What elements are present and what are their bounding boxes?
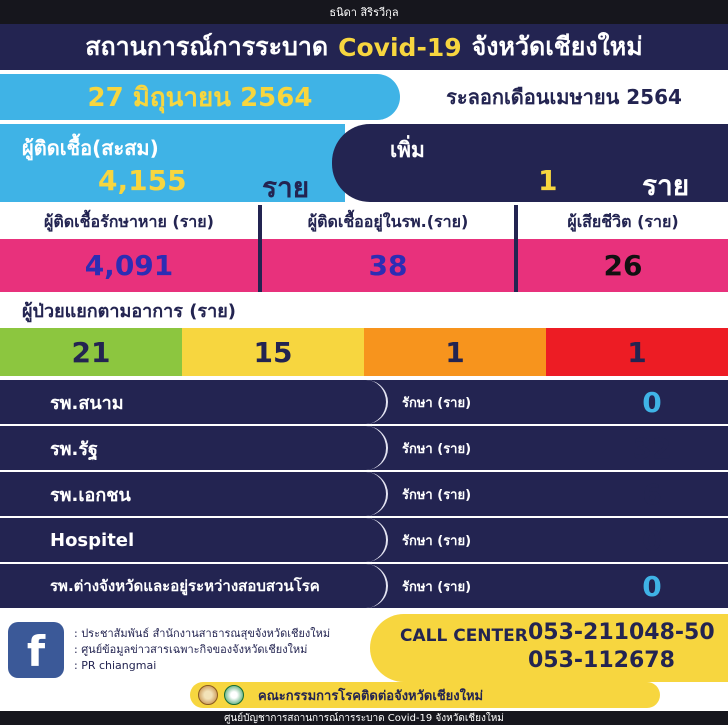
deaths-stat (518, 205, 728, 292)
cumulative-unit: ราย (262, 171, 310, 204)
hospital-category: รักษา (ราย) (402, 441, 472, 457)
hospital-name: รพ.ต่างจังหวัดและอยู่ระหว่างสอบสวนโรค (50, 577, 320, 595)
author-bar (0, 0, 728, 24)
hospital-value: 6 (642, 477, 662, 511)
hospital-name: Hospitel (50, 529, 135, 551)
hospitalized-value: 38 (262, 239, 514, 292)
title-prefix: สถานการณ์การระบาด (85, 32, 329, 61)
hospital-name: รพ.รัฐ (50, 438, 98, 460)
symptom-mild: 21 (0, 328, 182, 376)
cumulative-label: ผู้ติดเชื้อ(สะสม) (22, 136, 159, 160)
hospital-category: รักษา (ราย) (402, 487, 472, 503)
deaths-value: 26 (518, 239, 728, 292)
title-covid: Covid-19 (338, 32, 462, 62)
call-center-label: CALL CENTER (400, 626, 528, 646)
contact-info (74, 626, 330, 674)
contact-line: : ศูนย์ข้อมูลข่าวสารเฉพาะกิจของจังหวัดเชียงใหม่ (74, 643, 308, 656)
hospital-row-hospitel (0, 518, 728, 562)
hospital-name: รพ.เอกชน (50, 484, 131, 506)
phone-number-2[interactable]: 053-112678 (528, 648, 675, 673)
wave-label (400, 74, 728, 120)
new-cases-label: เพิ่ม (390, 138, 425, 162)
symptom-moderate: 15 (182, 328, 364, 376)
recovered-stat (0, 205, 258, 292)
hospital-row-field (0, 380, 728, 424)
report-date (0, 74, 400, 120)
health-ministry-logo-icon (224, 685, 244, 705)
hospital-value: 0 (642, 385, 662, 419)
hospital-category: รักษา (ราย) (402, 579, 472, 595)
symptoms-title: ผู้ป่วยแยกตามอาการ (ราย) (22, 301, 236, 322)
hospital-category: รักษา (ราย) (402, 395, 472, 411)
title-province: จังหวัดเชียงใหม่ (471, 32, 643, 61)
recovered-value: 4,091 (0, 239, 258, 292)
hospital-name: รพ.สนาม (50, 392, 124, 414)
new-cases-panel (332, 124, 728, 202)
call-center-panel (370, 614, 728, 682)
new-cases-unit: ราย (642, 169, 690, 202)
hospital-value: 0 (642, 569, 662, 603)
provincial-seal-icon (198, 685, 218, 705)
contact-line: : ประชาสัมพันธ์ สำนักงานสาธารณสุขจังหวัดเชียงใหม่ (74, 627, 331, 640)
wave-text: ระลอกเดือนเมษายน 2564 (446, 85, 682, 109)
symptom-critical: 1 (546, 328, 728, 376)
new-cases-value: 1 (538, 164, 558, 197)
symptom-severe: 1 (364, 328, 546, 376)
hospital-value: 0 (642, 523, 662, 557)
hospital-row-private (0, 472, 728, 516)
report-date-text: 27 มิถุนายน 2564 (87, 82, 313, 113)
deaths-label: ผู้เสียชีวิต (ราย) (518, 205, 728, 239)
contact-line: : PR chiangmai (74, 659, 157, 672)
phone-number-1[interactable]: 053-211048-50 (528, 620, 715, 645)
hospital-category: รักษา (ราย) (402, 533, 472, 549)
cumulative-cases-panel (0, 124, 345, 202)
recovered-label: ผู้ติดเชื้อรักษาหาย (ราย) (0, 205, 258, 239)
hospital-row-other-province (0, 564, 728, 608)
hospitalized-label: ผู้ติดเชื้ออยู่ในรพ.(ราย) (262, 205, 514, 239)
facebook-icon[interactable]: f (8, 622, 64, 678)
committee-text: คณะกรรมการโรคติดต่อจังหวัดเชียงใหม่ (258, 688, 484, 704)
page-title (0, 24, 728, 70)
hospitalized-stat (262, 205, 514, 292)
bottom-caption (0, 711, 728, 725)
hospital-value: 32 (632, 431, 672, 465)
author-name: ธนิดา สิริรวีกุล (329, 6, 399, 19)
hospital-row-government (0, 426, 728, 470)
committee-banner (190, 682, 660, 708)
bottom-caption-text: ศูนย์บัญชาการสถานการณ์การระบาด Covid-19 จังหวัดเชียงใหม่ (224, 712, 504, 724)
cumulative-value: 4,155 (98, 164, 187, 197)
